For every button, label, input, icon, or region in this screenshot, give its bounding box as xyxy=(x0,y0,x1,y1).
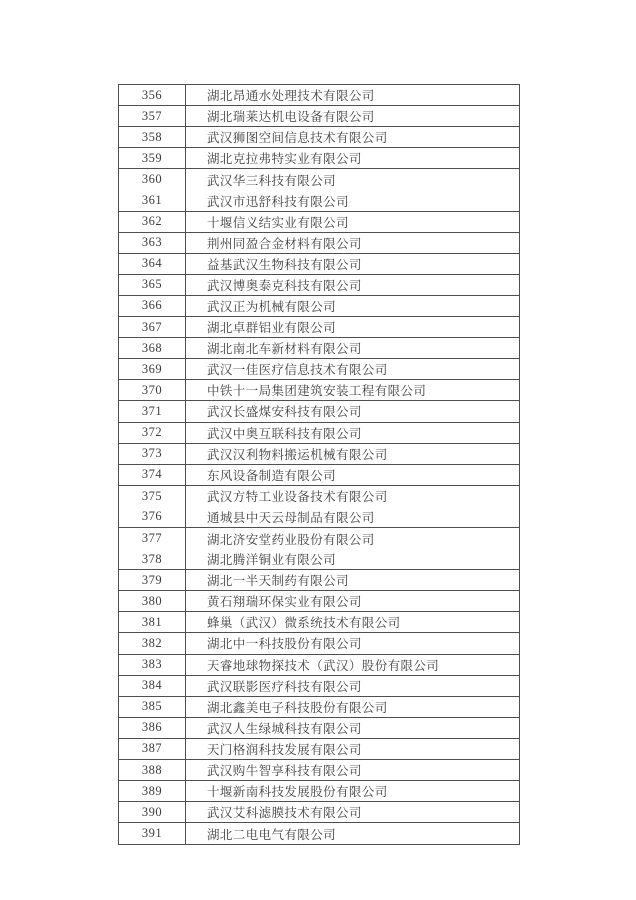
row-number-cell: 380 xyxy=(119,591,186,611)
row-number-cell: 370 xyxy=(119,380,186,400)
table-row xyxy=(119,655,519,676)
row-number-cell: 384 xyxy=(119,676,186,696)
row-number-cell: 378 xyxy=(119,549,186,569)
company-name-cell: 湖北二电电气有限公司 xyxy=(207,827,337,842)
table-row xyxy=(119,802,519,823)
table-row xyxy=(119,275,519,296)
company-name-cell: 湖北昂通水处理技术有限公司 xyxy=(207,89,375,104)
table-row xyxy=(119,212,519,233)
table-row xyxy=(119,739,519,760)
company-name-cell: 荆州同盈合金材料有限公司 xyxy=(207,236,362,251)
table-row xyxy=(119,127,519,148)
row-number-cell: 359 xyxy=(119,148,186,168)
company-name-cell: 武汉汉利物料搬运机械有限公司 xyxy=(207,447,388,462)
row-number-cell: 386 xyxy=(119,718,186,738)
company-name-cell: 武汉购牛智享科技有限公司 xyxy=(207,764,362,779)
company-name-cell: 东风设备制造有限公司 xyxy=(207,468,337,483)
row-number-cell: 389 xyxy=(119,781,186,801)
row-number-cell: 376 xyxy=(119,507,186,527)
row-number-cell: 391 xyxy=(119,823,186,844)
row-number-cell: 381 xyxy=(119,612,186,632)
row-number-cell: 358 xyxy=(119,127,186,147)
company-name-cell: 十堰信义结实业有限公司 xyxy=(207,215,349,230)
row-number-cell: 373 xyxy=(119,444,186,464)
company-name-cell: 武汉长盛煤安科技有限公司 xyxy=(207,405,362,420)
company-name-cell: 湖北中一科技股份有限公司 xyxy=(207,637,362,652)
company-name-cell: 武汉人生绿城科技有限公司 xyxy=(207,721,362,736)
table-row xyxy=(119,254,519,275)
table-row xyxy=(119,507,519,528)
company-name-cell: 武汉狮图空间信息技术有限公司 xyxy=(207,131,388,146)
company-name-cell: 武汉中奥互联科技有限公司 xyxy=(207,426,362,441)
table-row xyxy=(119,423,519,444)
table-row xyxy=(119,317,519,338)
table-row xyxy=(119,612,519,633)
table-row xyxy=(119,781,519,802)
company-name-cell: 湖北瑞莱达机电设备有限公司 xyxy=(207,110,375,125)
company-name-cell: 湖北鑫美电子科技股份有限公司 xyxy=(207,700,388,715)
row-number-cell: 374 xyxy=(119,465,186,485)
company-name-cell: 蜂巢（武汉）微系统技术有限公司 xyxy=(207,616,401,631)
row-number-cell: 377 xyxy=(119,528,186,549)
company-name-cell: 武汉博奥泰克科技有限公司 xyxy=(207,278,362,293)
row-number-cell: 357 xyxy=(119,106,186,126)
row-number-cell: 375 xyxy=(119,486,186,507)
table-row xyxy=(119,486,519,507)
table-row xyxy=(119,570,519,591)
row-number-cell: 390 xyxy=(119,802,186,822)
company-name-cell: 湖北克拉弗特实业有限公司 xyxy=(207,152,362,167)
row-number-cell: 382 xyxy=(119,633,186,653)
table-row xyxy=(119,338,519,359)
company-name-cell: 天睿地球物探技术（武汉）股份有限公司 xyxy=(207,658,440,673)
company-name-cell: 十堰新南科技发展股份有限公司 xyxy=(207,785,388,800)
table-row xyxy=(119,760,519,781)
row-number-cell: 364 xyxy=(119,254,186,274)
table-row xyxy=(119,380,519,401)
row-number-cell: 365 xyxy=(119,275,186,295)
row-number-cell: 360 xyxy=(119,169,186,190)
table-row xyxy=(119,190,519,211)
company-name-cell: 武汉方特工业设备技术有限公司 xyxy=(207,490,388,505)
table-row xyxy=(119,296,519,317)
company-name-cell: 湖北腾洋铜业有限公司 xyxy=(207,553,337,568)
row-number-cell: 379 xyxy=(119,570,186,590)
row-number-cell: 366 xyxy=(119,296,186,316)
table-row xyxy=(119,169,519,190)
company-name-cell: 湖北济安堂药业股份有限公司 xyxy=(207,532,375,547)
table-row xyxy=(119,676,519,697)
table-row xyxy=(119,528,519,549)
company-name-cell: 中铁十一局集团建筑安装工程有限公司 xyxy=(207,384,427,399)
row-number-cell: 361 xyxy=(119,190,186,210)
table-row xyxy=(119,465,519,486)
table-row xyxy=(119,697,519,718)
row-number-cell: 383 xyxy=(119,655,186,675)
row-number-cell: 368 xyxy=(119,338,186,358)
company-name-cell: 益基武汉生物科技有限公司 xyxy=(207,257,362,272)
company-name-cell: 天门格润科技发展有限公司 xyxy=(207,742,362,757)
row-number-cell: 372 xyxy=(119,423,186,443)
table-row xyxy=(119,148,519,169)
company-name-cell: 通城县中天云母制品有限公司 xyxy=(207,510,375,525)
row-number-cell: 385 xyxy=(119,697,186,717)
company-name-cell: 武汉一佳医疗信息技术有限公司 xyxy=(207,363,388,378)
row-number-cell: 362 xyxy=(119,212,186,232)
row-number-cell: 367 xyxy=(119,317,186,337)
table-row xyxy=(119,718,519,739)
company-name-cell: 武汉华三科技有限公司 xyxy=(207,173,337,188)
row-number-cell: 371 xyxy=(119,401,186,421)
table-row xyxy=(119,233,519,254)
company-name-cell: 黄石翔瑞环保实业有限公司 xyxy=(207,595,362,610)
company-name-cell: 武汉市迅舒科技有限公司 xyxy=(207,194,349,209)
company-name-cell: 武汉艾科滤膜技术有限公司 xyxy=(207,806,362,821)
company-table xyxy=(118,84,520,845)
table-row xyxy=(119,106,519,127)
company-name-cell: 湖北南北车新材料有限公司 xyxy=(207,342,362,357)
table-row xyxy=(119,633,519,654)
table-row xyxy=(119,591,519,612)
company-name-cell: 武汉正为机械有限公司 xyxy=(207,299,337,314)
table-row xyxy=(119,444,519,465)
row-number-cell: 369 xyxy=(119,359,186,379)
table-row xyxy=(119,823,519,844)
table-row xyxy=(119,359,519,380)
row-number-cell: 387 xyxy=(119,739,186,759)
company-name-cell: 湖北一半天制药有限公司 xyxy=(207,574,349,589)
row-number-cell: 388 xyxy=(119,760,186,780)
row-number-cell: 363 xyxy=(119,233,186,253)
company-name-cell: 武汉联影医疗科技有限公司 xyxy=(207,679,362,694)
table-row xyxy=(119,85,519,106)
company-name-cell: 湖北卓群铝业有限公司 xyxy=(207,321,337,336)
table-row xyxy=(119,401,519,422)
table-row xyxy=(119,549,519,570)
row-number-cell: 356 xyxy=(119,85,186,105)
